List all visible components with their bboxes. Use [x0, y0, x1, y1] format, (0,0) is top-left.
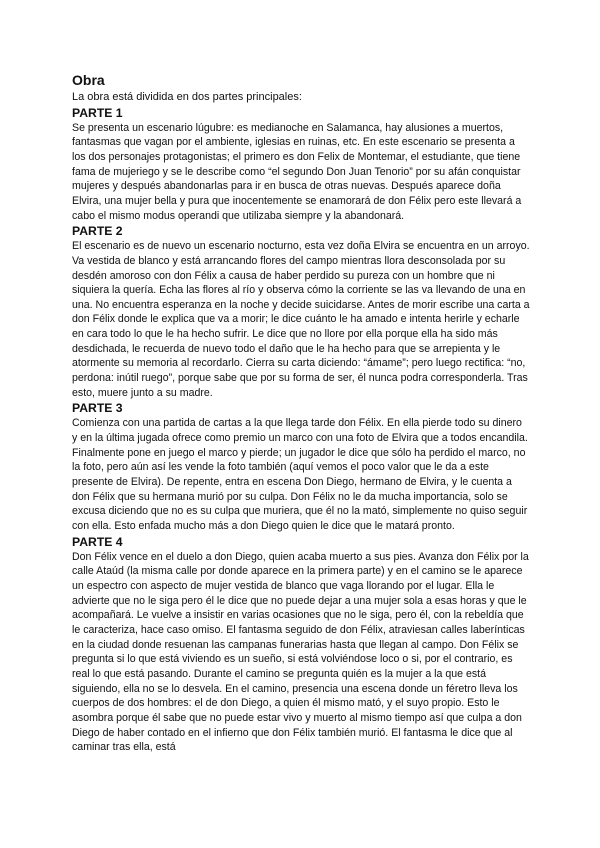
part-1-text: Se presenta un escenario lúgubre: es medianoche en Salamanca, hay alusiones a muertos, fantasmas que vagan por el ambiente, iglesias en ruinas, etc. En este escenario se presenta a los dos personajes protagonistas; el primero es don Felix de Montemar, el estudiante, que tiene fama de mujeriego y se le describe como “el segundo Don Juan Tenorio” por su afán conquistar mujeres y después abandonarlas para ir en busca de otras nuevas. Después aparece doña Elvira, una mujer bella y pura que inocentemente se enamorará de don Félix pero este llevará a cabo el mismo modus operandi que utilizaba siempre y la abandonará.: [72, 121, 522, 222]
part-2-text: El escenario es de nuevo un escenario nocturno, esta vez doña Elvira se encuentra en un arroyo. Va vestida de blanco y está arrancando flores del campo mientras llora desconsolada por su desdén amoroso con don Félix a causa de haber perdido su pureza con un hombre que ni siquiera la quería. Echa las flores al río y observa cómo la corriente se las va llevando de una en una. No encuentra esperanza en la noche y decide suicidarse. Antes de morir escribe una carta a don Félix donde le explica que va a morir; le dice cuánto le ha amado e intenta herirle y echarle en cara todo lo que le ha hecho sufrir. Le dice que no llore por ella porque ella ha sido más desdichada, le recuerda de nuevo todo el daño que le ha hecho para que se arrepienta y le atormente su memoria al recordarlo. Cierra su carta diciendo: “ámame”; pero luego rectifica: “no, perdona: inútil ruego”, porque sabe que por su forma de ser, él nunca podra corresponderla. Tras esto, muere junto a su madre.: [72, 240, 530, 399]
part-3-text: Comienza con una partida de cartas a la que llega tarde don Félix. En ella pierde todo su dinero y en la última jugada ofrece como premio un marco con una foto de Elvira que a todos encandila. Finalmente pone en juego el marco y pierde; un jugador le dice que sólo ha perdido el marco, no la foto, pero aún así les vende la foto también (aquí vemos el poco valor que le da a este presente de Elvira). De repente, entra en escena Don Diego, hermano de Elvira, y le cuenta a don Félix que su hermana murió por su culpa. Don Félix no le da mucha importancia, solo se excusa diciendo que no es su culpa que muriera, que él no la mató, simplemente no quiso seguir con ella. Esto enfada mucho más a don Diego quien le dice que le matará pronto.: [72, 417, 528, 532]
part-3-heading: PARTE 3: [72, 401, 123, 416]
part-1-heading: PARTE 1: [72, 105, 123, 120]
part-4-heading: PARTE 4: [72, 534, 123, 549]
part-4-text: Don Félix vence en el duelo a don Diego, quien acaba muerto a sus pies. Avanza don Félix por la calle Ataúd (la misma calle por donde aparece en la primera parte) y en el camino se le aparece un espectro con aspecto de mujer vestida de blanco que vaga llorando por el lugar. Ella le advierte que no le siga pero él le dice que no puede dejar a una mujer sola a esas horas y que le acompañará. Le vuelve a insistir en varias ocasiones que no le siga, pero él, con la rebeldía que le caracteriza, hace caso omiso. El fantasma seguido de don Félix, atraviesan calles laberínticas en la ciudad donde resuenan las campanas funerarias hasta que llegan al campo. Don Félix se pregunta si lo que está viviendo es un sueño, si está volviéndose loco o si, por el contrario, es real lo que está pasando. Durante el camino se pregunta quién es la mujer a la que está siguiendo, ella no se lo desvela. En el camino, presencia una escena donde un féretro lleva los cuerpos de dos hombres: el de don Diego, a quien él mismo mató, y el suyo propio. Esto le asombra porque él sabe que no puede estar vivo y muerto al mismo tiempo así que culpa a don Diego de haber contado en el infierno que don Félix también murió. El fantasma le dice que al caminar tras ella, está: [72, 550, 529, 754]
intro-text: La obra está dividida en dos partes principales:: [72, 91, 302, 103]
document-title: Obra: [72, 72, 105, 88]
part-2-heading: PARTE 2: [72, 224, 123, 239]
